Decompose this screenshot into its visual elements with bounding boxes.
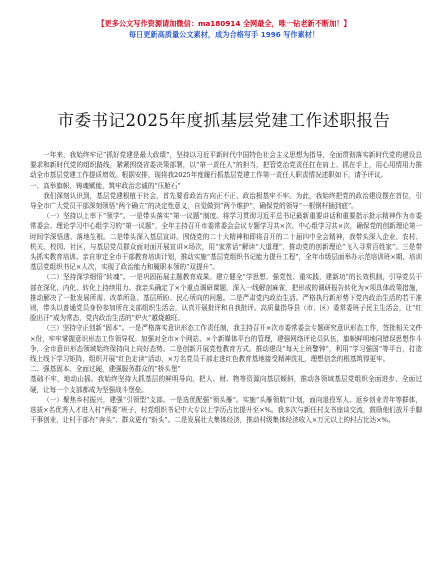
promo-banner-blue: 每日更新高质量公文素材，成为合格写手 1996 写作素材！ [128,30,320,39]
section-heading: 二、强基固本、全面过硬，建强服务群众的“桥头堡” [30,365,181,374]
promo-banner-red: 【更多公文写作资源请加微信：ma180914 全网最全，唯一钻老新不断加！】 [97,19,351,28]
body-paragraph: （三）坚持守正创新“固本”。一是严格落实意识形态工作责任制，我主持召开×次市委常委会专题研究意识形态工作，签批相关文件×份，牢牢掌握意识形态工作领导权。加强对全市×个网站、×个新媒体平台的管理，建强网络评论员队伍，旗帜鲜明地同错误思想作斗争，全市意识形态领域始终保持向上向好态势。二是创新开展党性教育方式。推动建设“每天上班警钟”，利用“学习强国”等平台，打造线上线下学习矩阵，组织开展“红色走读”活动，×万名党员干部走进红色教育基地接受精神洗礼，理想信念的根基筑得更牢。 [30,324,422,364]
document-title: 市委书记2025年度抓基层党建工作述职报告 [57,111,391,131]
body-paragraph: 基础不牢，地动山摇。我始终坚持大抓基层的鲜明导向，把人、财、物等资源向基层倾斜，推动各领域基层党组织全面进步、全面过硬，让每一个支部都成为坚强战斗堡垒。 [30,375,422,394]
body-paragraph: （一）坚持以上率下“领学”。一是带头落实“第一议题”制度。将学习贯彻习近平总书记最新重要讲话和重要指示批示精神作为市委常委会、理论学习中心组学习的“第一议题”，全年主持召开市委常委会会议专题学习共×次、中心组学习共×次，确保党的创新理论第一时间学深悟透、落地生根。二是带头深入基层宣讲。围绕党的二十大精神和即将召开的二十届四中全会精神，我带头深入企业、农村、机关、校园、社区，与基层党员群众面对面开展宣讲×场次，用“家常话”解读“大道理”，推动党的创新理论“飞入寻常百姓家”。三是带头抓实教育培训。亲自审定全市干部教育培训计划，推动实施“基层党组织书记能力提升工程”，全年市级层面举办示范培训班×期，培训基层党组织书记×人次，实现了政治能力和履职本领的“双提升”。 [30,212,422,272]
body-paragraph: （一）聚焦乡村振兴，建强“引领型”支部。一是选优配强“领头雁”。实施“头雁领航”计划，面向退役军人、返乡创业青年等群体，选拔×名优秀人才进入村“两委”班子，村党组织书记中大专以上学历占比提升至×%。我多次与新任村支书座谈交流，鼓励他们放开手脚干事创业，让村干部有“奔头”、群众更有“盼头”。二是发展壮大集体经济，推动村级集体经济收入×万元以上的村占比达×%。 [30,395,422,425]
section-heading: 一、高举旗帜、铸魂赋能，筑牢政治忠诚的“压舱石” [30,181,181,190]
intro-paragraph: 一年来，我始终牢记“抓好党建是最大政绩”，坚持以习近平新时代中国特色社会主义思想为指导，全面贯彻落实新时代党的建设总要求和新时代党的组织路线，紧紧围绕省委决策部署，以“第一责任人”的担当，把管党治党责任扛在肩上、抓在手上，用心用情用力推动全市基层党建工作提质增效。根据安排，现将我2025年度履行抓基层党建工作第一责任人职责情况述职如下，请予评议。 [30,151,422,180]
body-paragraph: 我们深刻认识到，基层党建根植于社会，首先要看政治方向正不正、政治根基牢不牢。为此，我始终把党的政治建设摆在首位，引导全市广大党员干部深刻领悟“两个确立”的决定性意义，自觉做到“两个维护”，确保党的领导“一根钢杆插到底”。 [30,191,422,211]
body-paragraph: （二）坚持深学细悟“转魂”。一是巩固拓展主题教育成果。建立健全“学思想、强党性、重实践、建新功”的长效机制，引导党员干部在深化、内化、转化上持续用力。我亲头确定了×个重点调研课题，深入一线解剖麻雀，把形成的调研报告转化为×项具体政策措施，推动解决了一批发展所需、改革所急、基层所盼、民心所向的问题。二是严肃党内政治生活。严格执行新形势下党内政治生活的若干准则，带头以普通党员身份参加所在支部组织生活会，认真开展批评和自我批评。高质量指导县（市、区）委常委班子民主生活会，让“红脸出汗”成为常态，党内政治生活的“炉火”越烧越旺。 [30,273,422,323]
document-body [30,150,422,572]
